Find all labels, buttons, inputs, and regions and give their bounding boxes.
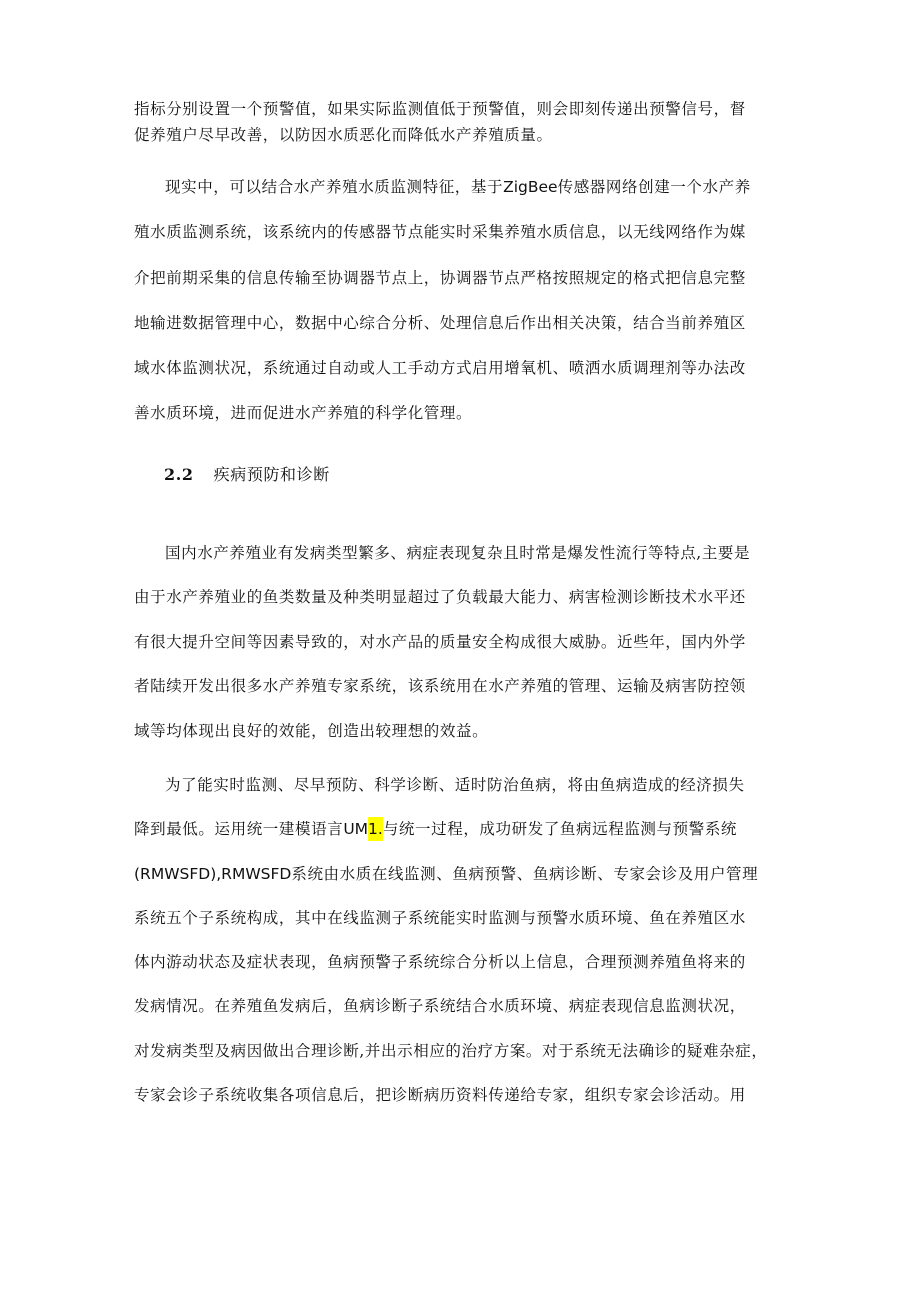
text-line — [134, 165, 794, 210]
text-segment: 传感器网络创建一个水产养 — [557, 178, 751, 196]
section-heading — [164, 460, 330, 490]
text-line: 发病情况。在养殖鱼发病后，鱼病诊断子系统结合水质环境、病症表现信息监测状况， — [134, 997, 746, 1016]
text-line: 促养殖户尽早改善，以防因水质恶化而降低水产养殖质量。 — [134, 126, 553, 144]
text-line: 体内游动状态及症状表现，鱼病预警子系统综合分析以上信息，合理预测养殖鱼将来的 — [134, 953, 746, 972]
text-line: 国内水产养殖业有发病类型繁多、病症表现复杂且时常是爆发性流行等特点,主要是 — [165, 544, 751, 562]
text-line — [134, 852, 794, 896]
text-segment: 与统一过程，成功研发了鱼病远程监测与预警系统 — [382, 820, 738, 839]
paragraph-rmwsfd-system — [134, 763, 794, 1117]
zigbee-term: ZigBee — [503, 178, 558, 196]
paragraph-zigbee-system — [134, 165, 794, 437]
text-line: 专家会诊子系统收集各项信息后，把诊断病历资料传递给专家，组织专家会诊活动。用 — [134, 1086, 746, 1105]
section-title: 疾病预防和诊断 — [213, 465, 330, 484]
text-line: 域等均体现出良好的效能，创造出较理想的效益。 — [134, 721, 489, 740]
text-line: 地输进数据管理中心，数据中心综合分析、处理信息后作出相关决策，结合当前养殖区 — [134, 313, 746, 332]
highlighted-text: 1. — [368, 817, 383, 841]
text-line: 者陆续开发出很多水产养殖专家系统，该系统用在水产养殖的管理、运输及病害防控领 — [134, 677, 746, 696]
text-segment: 降到最低。运用统一建模语言 — [134, 820, 344, 839]
text-segment: 系统由水质在线监测、鱼病预警、鱼病诊断、专家会诊及用户管理 — [291, 864, 759, 883]
paragraph-disease-overview — [134, 531, 794, 753]
text-line: 殖水质监测系统，该系统内的传感器节点能实时采集养殖水质信息，以无线网络作为媒 — [134, 223, 746, 242]
uml-term: UM — [343, 820, 369, 839]
text-line: 善水质环境，进而促进水产养殖的科学化管理。 — [134, 404, 473, 423]
rmwsfd-term: (RMWSFD),RMWSFD — [134, 864, 292, 883]
section-number: 2.2 — [164, 465, 194, 484]
text-line: 系统五个子系统构成，其中在线监测子系统能实时监测与预警水质环境、鱼在养殖区水 — [134, 908, 746, 927]
text-line: 由于水产养殖业的鱼类数量及种类明显超过了负载最大能力、病害检测诊断技术水平还 — [134, 588, 746, 607]
text-line — [134, 807, 794, 851]
text-line: 有很大提升空间等因素导致的，对水产品的质量安全构成很大威胁。近些年，国内外学 — [134, 632, 746, 651]
text-line: 指标分别设置一个预警值，如果实际监测值低于预警值，则会即刻传递出预警信号，督 — [134, 100, 746, 118]
text-segment: 现实中，可以结合水产养殖水质监测特征，基于 — [165, 178, 504, 196]
text-line: 域水体监测状况，系统通过自动或人工手动方式启用增氧机、喷洒水质调理剂等办法改 — [134, 359, 746, 378]
text-line: 为了能实时监测、尽早预防、科学诊断、适时防治鱼病，将由鱼病造成的经济损失 — [165, 776, 745, 794]
text-line: 对发病类型及病因做出合理诊断,并出示相应的治疗方案。对于系统无法确诊的疑难杂症， — [134, 1041, 768, 1060]
paragraph-water-warning — [134, 96, 794, 148]
text-line: 介把前期采集的信息传输至协调器节点上，协调器节点严格按照规定的格式把信息完整 — [134, 268, 746, 287]
